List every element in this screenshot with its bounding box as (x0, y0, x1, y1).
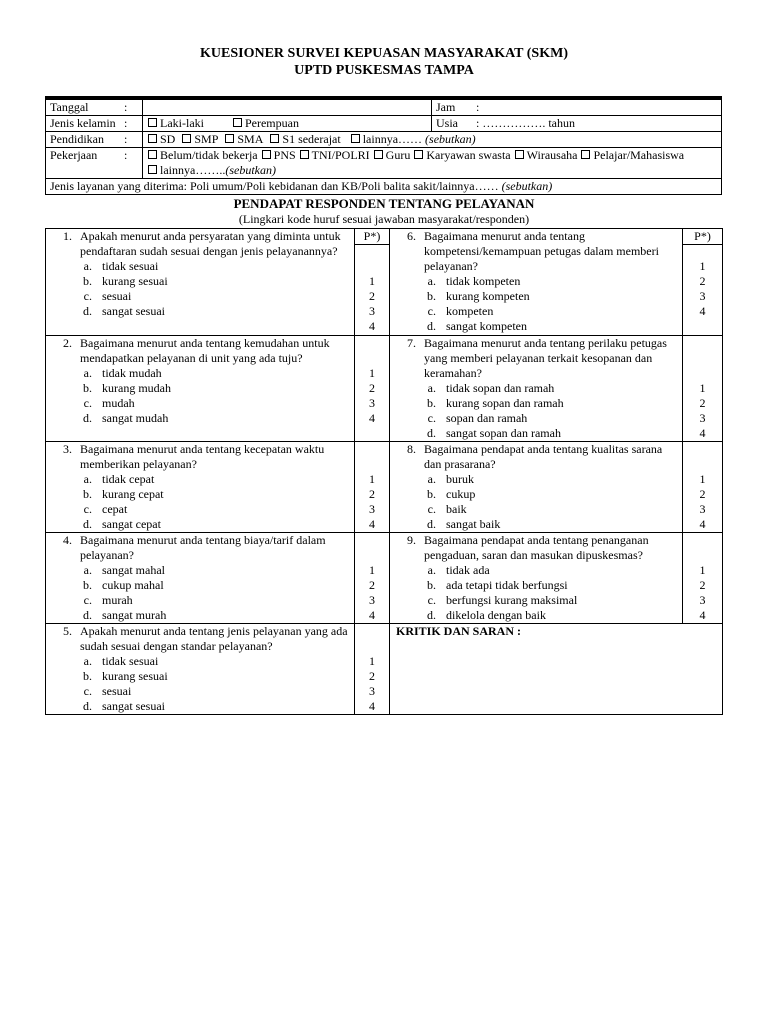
answer-code[interactable]: 2 (699, 578, 706, 592)
pendidikan-option: lainnya…… (362, 132, 423, 146)
option-text: sangat sesuai (102, 304, 165, 318)
option-text: sangat cepat (102, 517, 161, 531)
option-letter: b. (427, 487, 436, 501)
answer-option[interactable] (46, 411, 354, 426)
sd-checkbox[interactable] (148, 134, 157, 143)
option-letter: b. (83, 381, 92, 395)
answer-option[interactable] (390, 381, 682, 396)
answer-option[interactable] (46, 608, 354, 623)
kritik-saran-label: KRITIK DAN SARAN : (396, 624, 522, 638)
pendidikan-label: Pendidikan (50, 132, 104, 146)
answer-option[interactable] (390, 411, 682, 426)
question-number: 4. (63, 533, 72, 547)
option-letter: c. (83, 593, 92, 607)
answer-code[interactable]: 2 (699, 396, 706, 410)
option-letter: d. (83, 304, 92, 318)
answer-code[interactable]: 4 (369, 517, 375, 531)
option-letter: b. (83, 578, 92, 592)
pendidikan-option: SMP (194, 132, 219, 146)
option-letter: c. (83, 502, 92, 516)
option-text: sangat baik (446, 517, 501, 531)
answer-option[interactable] (46, 274, 354, 289)
option-letter: b. (83, 487, 92, 501)
option-letter: a. (427, 274, 436, 288)
sma-checkbox[interactable] (225, 134, 234, 143)
answer-option[interactable] (46, 259, 354, 274)
question-cell (390, 336, 683, 442)
question-text: Bagaimana menurut anda tentang kompetensi/kemampuan petugas dalam memberi pelayanan? (424, 229, 659, 273)
question-text: Bagaimana menurut anda tentang kemudahan untuk mendapatkan pelayanan di unit yang ada tuju? (80, 336, 330, 365)
answer-option[interactable] (46, 502, 354, 517)
jam-label: Jam (436, 100, 456, 114)
wirausaha-checkbox[interactable] (515, 150, 524, 159)
option-text: sangat mudah (102, 411, 169, 425)
code-cell (355, 442, 390, 533)
question-cell (46, 229, 355, 336)
answer-option[interactable] (46, 593, 354, 608)
tanggal-field[interactable] (143, 100, 432, 116)
question-cell (46, 624, 355, 715)
code-cell (355, 336, 390, 442)
answer-code[interactable]: 4 (369, 411, 375, 425)
answer-code[interactable]: 2 (699, 487, 706, 501)
question-cell (390, 533, 683, 624)
option-letter: c. (427, 304, 436, 318)
question-number: 3. (63, 442, 72, 456)
option-letter: a. (83, 259, 92, 273)
answer-option[interactable] (390, 578, 682, 593)
answer-code[interactable]: 1 (699, 563, 706, 577)
answer-option[interactable] (46, 289, 354, 304)
option-letter: a. (83, 366, 92, 380)
pelajar-checkbox[interactable] (581, 150, 590, 159)
pekerjaan-lainnya: lainnya…….. (160, 163, 226, 177)
answer-option[interactable] (390, 593, 682, 608)
answer-code[interactable]: 2 (369, 669, 375, 683)
answer-code[interactable]: 3 (699, 593, 706, 607)
answer-option[interactable] (46, 396, 354, 411)
option-letter: c. (427, 593, 436, 607)
answer-code[interactable]: 3 (369, 684, 375, 698)
answer-code[interactable]: 3 (699, 411, 706, 425)
sebutkan-note: (sebutkan) (425, 132, 476, 146)
code-cell (355, 229, 390, 336)
question-number: 6. (407, 229, 416, 243)
answer-option[interactable] (46, 472, 354, 487)
answer-option[interactable] (46, 517, 354, 532)
p-header: P*) (683, 229, 722, 245)
option-text: sangat mahal (102, 563, 165, 577)
option-text: tidak kompeten (446, 274, 521, 288)
question-cell (46, 533, 355, 624)
answer-code[interactable]: 3 (369, 593, 375, 607)
section-instruction: (Lingkari kode huruf sesuai jawaban masyarakat/responden) (238, 212, 530, 226)
answer-option[interactable] (46, 366, 354, 381)
pekerjaan-option: Belum/tidak bekerja (160, 148, 258, 162)
sebutkan-note: (sebutkan) (225, 163, 276, 177)
answer-code[interactable]: 2 (369, 578, 375, 592)
option-text: tidak sesuai (102, 259, 159, 273)
option-text: tidak ada (446, 563, 490, 577)
tanggal-label: Tanggal (50, 100, 89, 114)
option-text: tidak sesuai (102, 654, 159, 668)
option-text: sangat kompeten (446, 319, 527, 333)
option-text: kurang sesuai (102, 274, 168, 288)
pekerjaan-option: Wirausaha (526, 148, 578, 162)
answer-option[interactable] (390, 319, 682, 334)
option-text: tidak cepat (102, 472, 155, 486)
answer-code[interactable]: 3 (699, 289, 706, 303)
answer-code[interactable]: 3 (699, 502, 706, 516)
question-text: Bagaimana pendapat anda tentang kualitas sarana dan prasarana? (424, 442, 663, 471)
option-text: buruk (446, 472, 474, 486)
option-letter: a. (427, 563, 436, 577)
answer-option[interactable] (390, 502, 682, 517)
s1-checkbox[interactable] (270, 134, 279, 143)
pekerjaan-option: Karyawan swasta (426, 148, 511, 162)
answer-code[interactable]: 1 (369, 274, 375, 288)
question-row (46, 442, 723, 533)
option-text: mudah (102, 396, 135, 410)
code-cell (355, 624, 390, 715)
option-letter: c. (427, 502, 436, 516)
answer-option[interactable] (390, 517, 682, 532)
answer-option[interactable] (46, 654, 354, 669)
tni-polri-checkbox[interactable] (300, 150, 309, 159)
option-text: murah (102, 593, 133, 607)
question-number: 9. (407, 533, 416, 547)
answer-option[interactable] (390, 274, 682, 289)
option-text: sesuai (102, 684, 132, 698)
answer-option[interactable] (390, 608, 682, 623)
question-number: 7. (407, 336, 416, 350)
pendidikan-option: SMA (237, 132, 264, 146)
option-letter: d. (83, 517, 92, 531)
question-text: Apakah menurut anda persyaratan yang diminta untuk pendaftaran sudah sesuai dengan jenis pelayanannya? (80, 229, 341, 258)
option-text: dikelola dengan baik (446, 608, 546, 622)
question-row (46, 336, 723, 442)
answer-code[interactable]: 1 (699, 381, 706, 395)
option-text: kurang sesuai (102, 669, 168, 683)
laki-label: Laki-laki (160, 116, 204, 130)
pekerjaan-option: Pelajar/Mahasiswa (593, 148, 685, 162)
option-letter: a. (83, 654, 92, 668)
questionnaire-table (45, 228, 723, 715)
option-text: sangat sesuai (102, 699, 165, 713)
question-row (46, 624, 723, 715)
question-text: Bagaimana pendapat anda tentang penanganan pengaduan, saran dan masukan dipuskesmas? (424, 533, 649, 562)
pekerjaan-option: Guru (385, 148, 411, 162)
answer-code[interactable]: 2 (369, 487, 375, 501)
jenis-kelamin-label: Jenis kelamin (50, 116, 116, 130)
pekerjaan-label: Pekerjaan (50, 148, 98, 162)
answer-code[interactable]: 4 (699, 304, 706, 318)
question-text: Bagaimana menurut anda tentang kecepatan waktu memberikan pelayanan? (80, 442, 325, 471)
laki-checkbox[interactable] (148, 118, 157, 127)
answer-code[interactable]: 4 (699, 517, 706, 531)
question-text: Bagaimana menurut anda tentang perilaku petugas yang memberi pelayanan terkait kesopanan dan keramahan? (424, 336, 667, 380)
respondent-info-table: Tanggal : Jam : Jenis kelamin : Laki-laki Perempuan Usia : ……………. tahun Pendidikan : SD SMP SMA S1 sederajat lainnya…… (sebutkan) Pekerjaan : Belum/tidak bekerja PNS TNI/POLRI Guru Karyawan swasta Wirausaha Pelajar/Mahasiswa lainnya……..(sebutkan) Jenis layanan yang diterima: Poli umum/Poli kebidanan dan KB/Poli balita sakit/lainnya…… (sebutkan) (45, 99, 722, 195)
option-letter: c. (83, 684, 92, 698)
option-text: sangat sopan dan ramah (446, 426, 561, 440)
answer-code[interactable]: 4 (369, 319, 375, 333)
answer-option[interactable] (46, 381, 354, 396)
option-text: baik (446, 502, 467, 516)
option-letter: c. (83, 396, 92, 410)
answer-option[interactable] (46, 578, 354, 593)
answer-option[interactable] (390, 304, 682, 319)
kritik-saran-field[interactable] (390, 624, 723, 715)
option-text: cukup (446, 487, 476, 501)
answer-code[interactable]: 1 (369, 472, 375, 486)
answer-code[interactable]: 3 (369, 396, 375, 410)
answer-option[interactable] (390, 487, 682, 502)
question-number: 2. (63, 336, 72, 350)
option-letter: b. (427, 396, 436, 410)
option-letter: a. (83, 563, 92, 577)
answer-code[interactable]: 4 (369, 699, 375, 713)
answer-code[interactable]: 2 (369, 289, 375, 303)
option-letter: c. (427, 411, 436, 425)
answer-code[interactable]: 4 (699, 426, 706, 440)
option-text: kurang mudah (102, 381, 171, 395)
option-letter: d. (83, 699, 92, 713)
option-letter: d. (427, 608, 436, 622)
option-text: kurang sopan dan ramah (446, 396, 564, 410)
pendidikan-option: S1 sederajat (282, 132, 341, 146)
answer-option[interactable] (390, 396, 682, 411)
option-text: sangat murah (102, 608, 167, 622)
option-letter: d. (427, 426, 436, 440)
belum-bekerja-checkbox[interactable] (148, 150, 157, 159)
usia-field[interactable]: : ……………. tahun (476, 116, 575, 130)
option-letter: d. (83, 411, 92, 425)
option-letter: b. (427, 289, 436, 303)
smp-checkbox[interactable] (182, 134, 191, 143)
question-number: 8. (407, 442, 416, 456)
question-text: Bagaimana menurut anda tentang biaya/tarif dalam pelayanan? (80, 533, 326, 562)
pendidikan-option: SD (160, 132, 176, 146)
option-letter: d. (83, 608, 92, 622)
option-text: sesuai (102, 289, 132, 303)
question-cell (46, 336, 355, 442)
pns-checkbox[interactable] (262, 150, 271, 159)
code-cell (683, 336, 723, 442)
form-subtitle: UPTD PUSKESMAS TAMPA (294, 63, 474, 78)
usia-label: Usia (436, 116, 458, 130)
pekerjaan-lainnya-checkbox[interactable] (148, 165, 157, 174)
option-letter: c. (83, 289, 92, 303)
answer-code[interactable]: 1 (369, 563, 375, 577)
code-cell (355, 533, 390, 624)
option-text: kurang cepat (102, 487, 164, 501)
code-cell (683, 229, 723, 336)
option-text: kompeten (446, 304, 494, 318)
option-text: sopan dan ramah (446, 411, 528, 425)
answer-option[interactable] (46, 487, 354, 502)
option-letter: b. (83, 669, 92, 683)
answer-option[interactable] (46, 669, 354, 684)
option-letter: d. (427, 517, 436, 531)
answer-option[interactable] (390, 563, 682, 578)
question-cell (46, 442, 355, 533)
option-text: kurang kompeten (446, 289, 530, 303)
question-row (46, 533, 723, 624)
answer-option[interactable] (46, 699, 354, 714)
answer-option[interactable] (390, 472, 682, 487)
answer-option[interactable] (46, 563, 354, 578)
pekerjaan-option: PNS (273, 148, 296, 162)
code-cell (683, 533, 723, 624)
answer-code[interactable]: 2 (369, 381, 375, 395)
answer-option[interactable] (46, 304, 354, 319)
answer-option[interactable] (390, 426, 682, 441)
sebutkan-note: (sebutkan) (501, 179, 553, 193)
answer-code[interactable]: 1 (699, 259, 706, 273)
answer-code[interactable]: 3 (369, 502, 375, 516)
option-letter: d. (427, 319, 436, 333)
perempuan-checkbox[interactable] (233, 118, 242, 127)
option-letter: b. (427, 578, 436, 592)
guru-checkbox[interactable] (374, 150, 383, 159)
form-title: KUESIONER SURVEI KEPUASAN MASYARAKAT (SKM) (200, 46, 568, 61)
section-title: PENDAPAT RESPONDEN TENTANG PELAYANAN (233, 196, 535, 211)
question-text: Apakah menurut anda tentang jenis pelayanan yang ada sudah sesuai dengan standar pelayanan? (80, 624, 348, 653)
option-text: berfungsi kurang maksimal (446, 593, 578, 607)
question-cell (390, 229, 683, 336)
jenis-layanan-text: Jenis layanan yang diterima: Poli umum/Poli kebidanan dan KB/Poli balita sakit/lainnya…… (50, 179, 499, 193)
answer-option[interactable] (390, 289, 682, 304)
answer-option[interactable] (46, 684, 354, 699)
p-header: P*) (355, 229, 389, 245)
answer-code[interactable]: 1 (699, 472, 706, 486)
option-letter: b. (83, 274, 92, 288)
option-text: cepat (102, 502, 128, 516)
option-letter: a. (427, 381, 436, 395)
answer-code[interactable]: 1 (369, 654, 375, 668)
answer-code[interactable]: 1 (369, 366, 375, 380)
lainnya-checkbox[interactable] (351, 134, 360, 143)
pekerjaan-option: TNI/POLRI (311, 148, 370, 162)
question-number: 1. (63, 229, 72, 243)
answer-code[interactable]: 3 (369, 304, 375, 318)
answer-code[interactable]: 2 (699, 274, 706, 288)
code-cell (683, 442, 723, 533)
answer-code[interactable]: 4 (699, 608, 706, 622)
question-row (46, 229, 723, 336)
perempuan-label: Perempuan (244, 116, 299, 130)
option-text: tidak sopan dan ramah (446, 381, 555, 395)
option-letter: a. (427, 472, 436, 486)
question-number: 5. (63, 624, 72, 638)
option-text: cukup mahal (102, 578, 164, 592)
option-letter: a. (83, 472, 92, 486)
answer-code[interactable]: 4 (369, 608, 375, 622)
option-text: tidak mudah (102, 366, 162, 380)
karyawan-swasta-checkbox[interactable] (414, 150, 423, 159)
question-cell (390, 442, 683, 533)
option-text: ada tetapi tidak berfungsi (446, 578, 568, 592)
